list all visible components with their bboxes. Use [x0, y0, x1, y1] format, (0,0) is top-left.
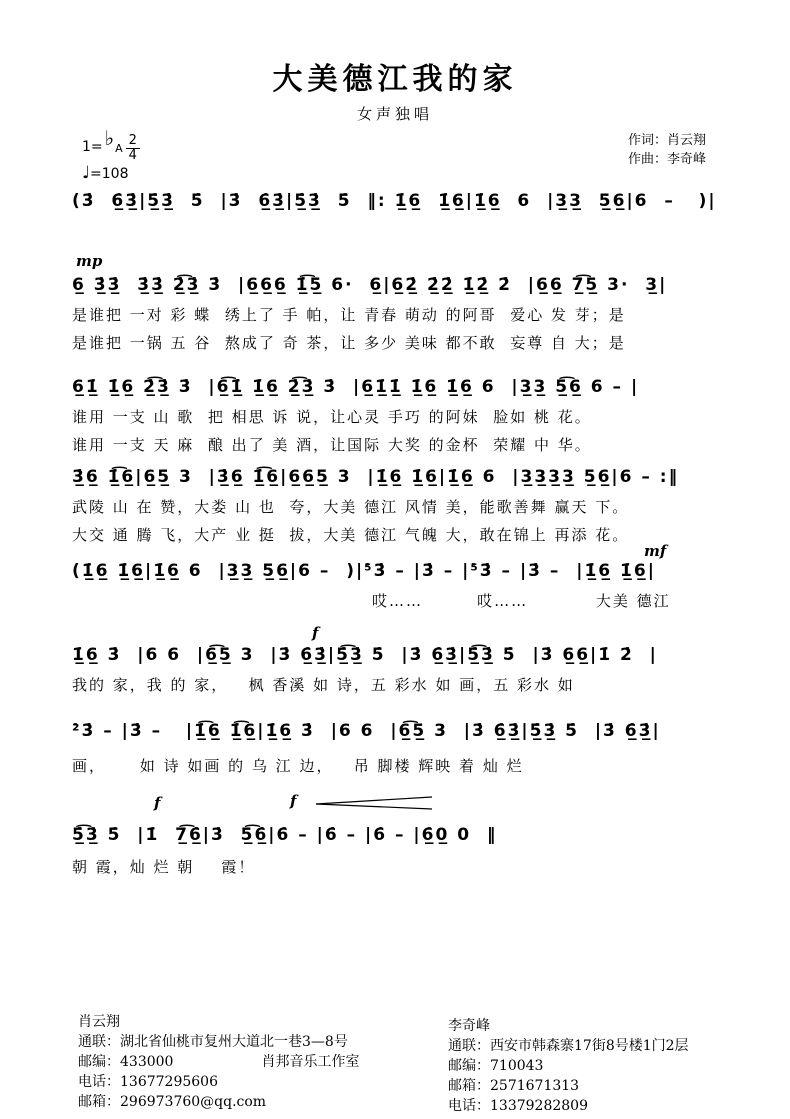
lyrics-line: 我的 家，我 的 家， 枫 香溪 如 诗，五 彩水 如 画，五 彩水 如 [72, 676, 575, 694]
notes-line: ²̇3̇ – |3̇ – |1̲̇͡6̲ 1̲̇͡6̲|1̲̇6̲ 3̇ |6 6 |6̲͡5̲ 3 |3̇ 6̲̇3̲̇|5̲̇3̲̇ 5̇ |3̇ 6̲̇3̲̇| [72, 721, 661, 741]
song-title: 大美德江我的家 [272, 63, 518, 96]
crescendo-hairpin-icon [314, 796, 434, 812]
tempo-value: =108 [90, 166, 129, 182]
dynamic-mf: mf [644, 542, 667, 560]
lyricist-name: 肖云翔 [78, 1014, 120, 1030]
credits-block [628, 131, 706, 169]
key-signature [82, 126, 140, 163]
lyrics-line-verse1: 武陵 山 在 赞，大娄 山 也 夸，大美 德江 风情 美，能歌善舞 赢天 下。 [72, 498, 630, 516]
music-system-2 [72, 252, 752, 356]
composer-contact-block [448, 1016, 689, 1116]
lyricist-postcode: 邮编：433000 [78, 1054, 174, 1070]
music-system-4 [72, 462, 752, 548]
time-signature [126, 134, 140, 163]
time-signature-denominator: 4 [128, 148, 137, 163]
notes-line: 5̲̇͡3̲̇ 5̇ |1̇ 7̲͡6̲̇|3̇ 5̲͡6̲̇|6̇ – |6̇ – |6̇ – |6̲̇0̲ 0 ‖ [72, 825, 498, 845]
key-and-tempo-block [82, 126, 140, 183]
lyricist-email: 邮箱：296973760@qq.com [78, 1094, 267, 1110]
lyricist-phone: 电话：13677295606 [78, 1074, 218, 1090]
key-prefix: 1= [82, 139, 103, 155]
lyrics-line-verse1: 是谁把 一对 彩 蝶 绣上了 手 帕，让 青春 萌动 的阿哥 爱心 发 芽；是 [72, 306, 626, 324]
music-system-7 [72, 716, 752, 779]
flat-accidental-icon: ♭ [104, 126, 115, 150]
notes-line: 1̲̇6̲ 3̇ |6 6 |6̲͡5̲ 3 |3̇ 6̲̇3̲̇|5̲̇͡3̲̇ 5̇ |3̇ 6̲̇3̲̇|5̲̇͡3̲̇ 5̇ |3̇ 6̲6̲|1̇ 2̇ | [72, 645, 658, 665]
time-signature-numerator: 2 [126, 134, 140, 149]
lyricist-contact-block [78, 1012, 359, 1112]
notes-line: (3̇ 6̲̇3̲̇|5̲̇3̲̇ 5̇ |3̇ 6̲̇3̲̇|5̲̇3̲̇ 5̇ ‖: 1̲̇6̲ 1̲̇6̲|1̲̇6̲ 6 |3̲3̲ 5̲6̲|6 – )| [72, 191, 717, 211]
key-letter: A [115, 142, 123, 155]
lyricist-credit: 作词：肖云翔 [628, 133, 707, 148]
composer-address: 通联：西安市韩森寨17街8号楼1门2层 [448, 1038, 689, 1054]
dynamic-f-2: f [290, 792, 297, 810]
performance-type-subtitle: 女声独唱 [356, 105, 433, 123]
notes-line: 6̲1̲̇ 1̲̇6̲ 2̲̇͡3̲̇ 3̇ |6̲͡1̲̇ 1̲̇6̲ 2̲̇͡3̲̇ 3̇ |6̲1̲̇1̲̇ 1̲̇6̲ 1̲̇6̲ 6 |3̲3̲ 5̲͡6̲ 6 – | [72, 377, 640, 397]
quarter-note-icon: ♩ [82, 163, 91, 183]
dynamic-f: f [312, 624, 319, 642]
lyrics-line-verse2: 大交 通 腾 飞，大产 业 挺 拔，大美 德江 气魄 大，敢在锦上 再添 花。 [72, 526, 630, 544]
studio-name: 肖邦音乐工作室 [261, 1054, 360, 1070]
lyrics-line: 画， 如 诗 如画 的 乌 江 边， 吊 脚楼 辉映 着 灿 烂 [72, 757, 524, 775]
composer-phone: 电话：13379282809 [448, 1098, 588, 1114]
dynamic-f: f [154, 794, 161, 812]
lyrics-line-verse2: 谁用 一支 天 麻 酿 出了 美 酒，让国际 大奖 的金杯 荣耀 中 华。 [72, 436, 592, 454]
notes-line: (1̲̇6̲ 1̲̇6̲|1̲̇6̲ 6 |3̲3̲ 5̲6̲|6 – )|⁵̇3̇ – |3̇ – |⁵̇3̇ – |3̇ – |1̲̇6̲ 1̲̇6̲| [72, 561, 656, 581]
notes-line: 6̲ 3̲̇3̲̇ 3̲̇3̲̇ 2̲̇͡3̲̇ 3̇ |6̲6̲6̲ 1̲̇͡5̲ 6· 6̲|6̲2̲̇ 2̲̇2̲̇ 1̲̇2̲̇ 2̇ |6̲6̲ 7̲͡5̲ 3· 3̲| [72, 275, 668, 295]
lyrics-line-verse2: 是谁把 一锅 五 谷 熬成了 奇 茶，让 多少 美味 都不敢 妄尊 自 大；是 [72, 334, 626, 352]
composer-postcode: 邮编：710043 [448, 1058, 544, 1074]
dynamic-mp: mp [76, 252, 103, 270]
music-system-8 [72, 792, 752, 880]
lyrics-line: 朝 霞，灿 烂 朝 霞！ [72, 858, 256, 876]
music-system-6 [72, 624, 752, 698]
notes-line: 3̲̇6̲ 1̲̇͡6̲|6̲5̲ 3 |3̲̇6̲ 1̲̇͡6̲|6̲6̲5̲ 3 |1̲̇6̲ 1̲̇6̲|1̲̇6̲ 6 |3̲3̲3̲3̲ 5̲6̲|6 – :‖ [72, 467, 680, 487]
composer-mailbox: 邮箱：2571671313 [448, 1078, 580, 1094]
composer-name: 李奇峰 [448, 1018, 490, 1034]
music-system-5 [72, 542, 752, 614]
lyricist-address: 通联：湖北省仙桃市复州大道北一巷3—8号 [78, 1034, 348, 1050]
lyrics-line-verse1: 谁用 一支 山 歌 把 相思 诉 说，让心灵 手巧 的阿妹 脸如 桃 花。 [72, 408, 592, 426]
music-system-3 [72, 372, 752, 458]
composer-credit: 作曲：李奇峰 [628, 152, 707, 167]
tempo-marking [82, 163, 140, 183]
lyrics-line: 哎…… 哎…… 大美 德江 [372, 592, 671, 610]
music-system-1 [72, 186, 752, 216]
